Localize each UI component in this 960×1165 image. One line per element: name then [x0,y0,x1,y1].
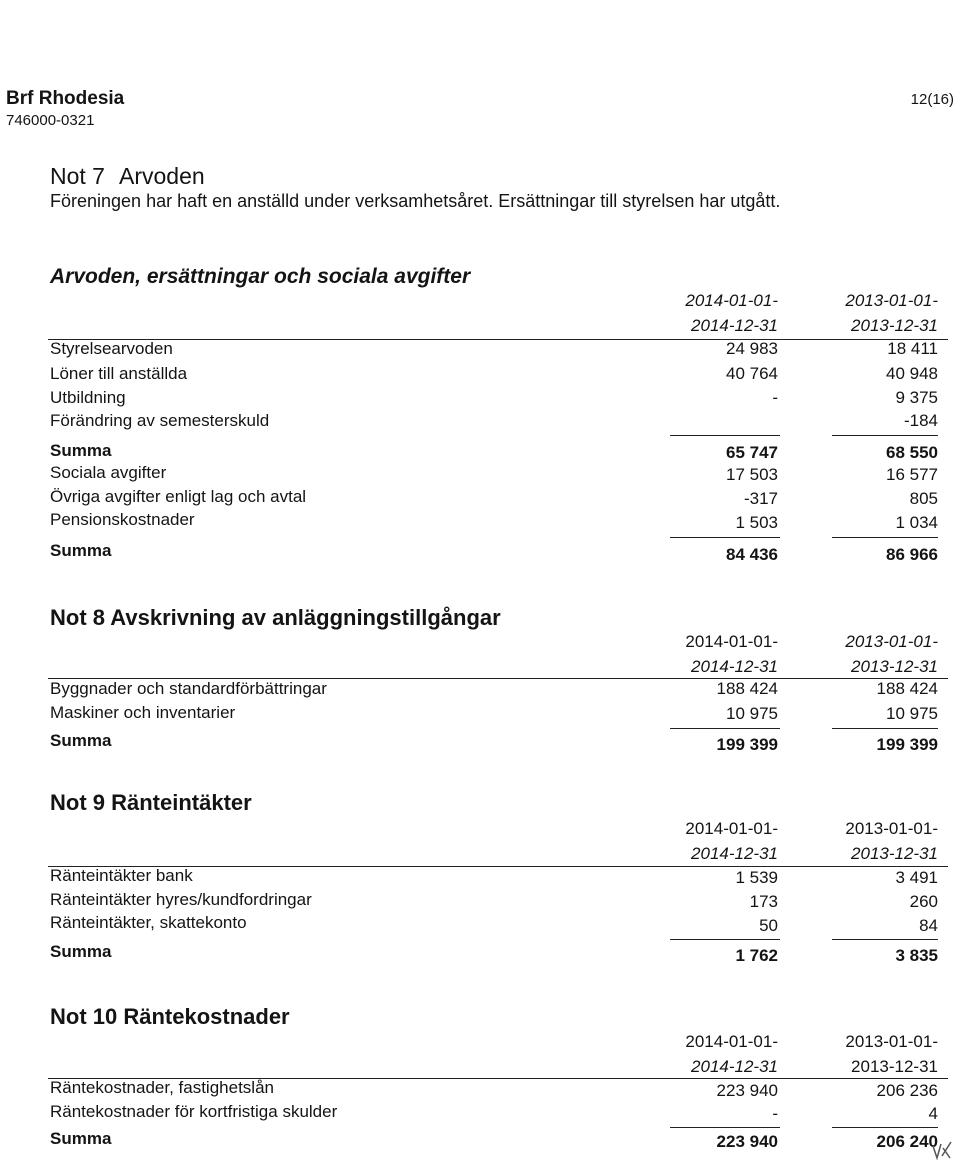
note8-period-2014-to: 2014-12-31 [691,657,778,676]
subtotal-rule [832,435,938,436]
note9-period-2013-to: 2013-12-31 [851,844,938,863]
sum-cell-2013: 68 550 [886,443,938,462]
sum-cell-2013: 206 240 [876,1132,938,1151]
table-cell-2014: 50 [759,916,778,935]
table-cell-2013: -184 [903,411,938,430]
table-cell-2013: 1 034 [895,513,938,532]
sum-cell-2014: 84 436 [726,545,778,564]
table-cell-2013: 18 411 [887,339,938,358]
table-row-label: Pensionskostnader [50,510,195,529]
sum-label: Summa [50,942,112,961]
sum-label: Summa [50,541,112,560]
note10-period-2014-to: 2014-12-31 [691,1057,778,1076]
table-cell-2013: 805 [909,489,938,508]
handwritten-initials-mark [930,1138,956,1162]
note8-title: Not 8 Avskrivning av anläggningstillgångar [50,605,501,630]
table-row-label: Sociala avgifter [50,463,167,482]
note10-period-2013-to: 2013-12-31 [851,1057,938,1076]
table-cell-2014: 173 [749,892,778,911]
note9-title: Not 9 Ränteintäkter [50,790,252,815]
note9-period-2013-from: 2013-01-01- [845,819,938,838]
note7-subtitle: Arvoden, ersättningar och sociala avgifter [50,265,471,288]
note7-heading [50,163,205,190]
page-number: 12(16) [910,91,954,108]
note9-period-2014-from: 2014-01-01- [685,819,778,838]
table-cell-2014: - [772,1104,778,1123]
table-row-label: Förändring av semesterskuld [50,411,270,430]
note7-period-2014-from: 2014-01-01- [685,291,778,310]
sum-cell-2013: 199 399 [876,735,938,754]
table-row-label: Ränteintäkter, skattekonto [50,913,247,932]
table-cell-2014: 188 424 [716,679,778,698]
subtotal-rule [670,537,780,538]
note7-number: Not 7 [50,163,105,189]
table-cell-2013: 4 [928,1104,938,1123]
subtotal-rule [832,728,938,729]
table-cell-2013: 40 948 [886,364,938,383]
table-cell-2014: -317 [743,489,778,508]
sum-cell-2014: 1 762 [735,946,778,965]
subtotal-rule [670,939,780,940]
note8-period-2013-to: 2013-12-31 [851,657,938,676]
table-row-label: Ränteintäkter bank [50,866,193,885]
sum-cell-2013: 86 966 [886,545,938,564]
subtotal-rule [832,939,938,940]
sum-label: Summa [50,1129,112,1148]
table-cell-2013: 84 [919,916,938,935]
table-cell-2013: 9 375 [895,388,938,407]
table-row-label: Ränteintäkter hyres/kundfordringar [50,890,312,909]
sum-label: Summa [50,731,112,750]
note9-period-2014-to: 2014-12-31 [691,844,778,863]
sum-cell-2014: 199 399 [716,735,778,754]
table-cell-2014: 10 975 [726,704,778,723]
note7-period-2013-from: 2013-01-01- [845,291,938,310]
table-cell-2014: 223 940 [716,1081,778,1100]
subtotal-rule [832,1127,938,1128]
table-cell-2014: 24 983 [726,339,778,358]
table-cell-2013: 16 577 [886,465,938,484]
table-cell-2013: 3 491 [895,868,938,887]
subtotal-rule [670,435,780,436]
table-row-label: Maskiner och inventarier [50,703,236,722]
table-cell-2013: 10 975 [886,704,938,723]
subtotal-rule [670,1127,780,1128]
note10-period-2014-from: 2014-01-01- [685,1032,778,1051]
note7-intro: Föreningen har haft en anställd under verksamhetsåret. Ersättningar till styrelsen har utgått. [50,191,781,211]
table-row-label: Styrelsearvoden [50,339,173,358]
table-row-label: Övriga avgifter enligt lag och avtal [50,487,307,506]
table-cell-2014: 40 764 [726,364,778,383]
note8-period-2014-from: 2014-01-01- [685,632,778,651]
table-row-label: Räntekostnader, fastighetslån [50,1078,274,1097]
sum-cell-2014: 223 940 [716,1132,778,1151]
note10-title: Not 10 Räntekostnader [50,1004,290,1029]
table-cell-2013: 260 [909,892,938,911]
table-cell-2014: 1 539 [735,868,778,887]
subtotal-rule [832,537,938,538]
note7-header-rule [48,339,948,340]
note7-period-2014-to: 2014-12-31 [691,316,778,335]
sum-cell-2014: 65 747 [726,443,778,462]
organization-number: 746000-0321 [6,112,95,129]
subtotal-rule [670,728,780,729]
table-cell-2014: - [772,388,778,407]
table-cell-2013: 206 236 [876,1081,938,1100]
note7-period-2013-to: 2013-12-31 [851,316,938,335]
table-cell-2014: 17 503 [726,465,778,484]
note10-period-2013-from: 2013-01-01- [845,1032,938,1051]
sum-cell-2013: 3 835 [895,946,938,965]
table-row-label: Byggnader och standardförbättringar [50,679,327,698]
table-row-label: Utbildning [50,388,126,407]
note7-title: Arvoden [118,163,205,189]
sum-label: Summa [50,441,112,460]
table-cell-2013: 188 424 [876,679,938,698]
table-row-label: Löner till anställda [50,364,188,383]
organization-name: Brf Rhodesia [6,88,125,109]
note8-period-2013-from: 2013-01-01- [845,632,938,651]
table-cell-2014: 1 503 [735,513,778,532]
table-row-label: Räntekostnader för kortfristiga skulder [50,1102,338,1121]
